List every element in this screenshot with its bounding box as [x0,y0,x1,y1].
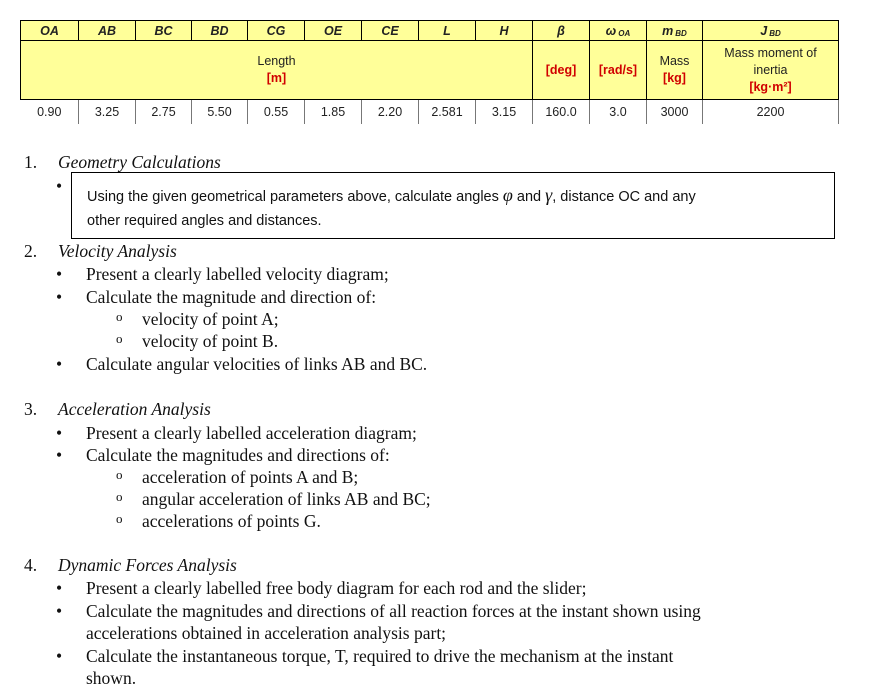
inertia-unit-cell: Mass moment of inertia [kg·m²] [703,41,839,100]
value-ce: 2.20 [362,100,419,125]
rate-unit-cell: [rad/s] [590,41,647,100]
value-oa: 0.90 [37,105,62,119]
header-mass: m BD [647,21,703,41]
units-row [21,41,839,100]
section-3-heading: 3. Acceleration Analysis [24,399,211,419]
header-l: L [419,21,476,41]
section-2-heading: 2. Velocity Analysis [24,241,177,261]
value-bc: 2.75 [136,100,192,125]
value-beta: 160.0 [533,100,590,125]
phi-symbol: φ [502,185,513,205]
value-bd: 5.50 [192,100,248,125]
box-line-2: other required angles and distances. [87,213,322,229]
header-bc: BC [136,21,192,41]
header-oa: OA [21,21,79,41]
geometry-task-box [71,172,835,239]
header-ce: CE [362,21,419,41]
section-4-heading: 4. Dynamic Forces Analysis [24,555,237,575]
header-beta: β [533,21,590,41]
value-h: 3.15 [476,100,533,125]
header-bd: BD [192,21,248,41]
value-mass: 3000 [647,100,703,125]
value-inertia: 2200 [703,100,839,125]
length-unit-cell: Length [m] [21,41,533,100]
value-oe: 1.85 [305,100,362,125]
header-omega: ω OA [590,21,647,41]
header-h: H [476,21,533,41]
value-l: 2.581 [419,100,476,125]
header-row [21,21,839,41]
value-ab: 3.25 [79,100,136,125]
values-row [21,100,839,125]
header-inertia: J BD [703,21,839,41]
mass-unit-cell: Mass [kg] [647,41,703,100]
value-cg: 0.55 [248,100,305,125]
section-1-heading: 1. Geometry Calculations [24,152,221,172]
parameters-table [20,20,839,124]
angle-unit-cell: [deg] [533,41,590,100]
gamma-symbol: γ [545,185,553,205]
box-line-1: Using the given geometrical parameters above, calculate angles φ and γ, distance OC and any [87,185,696,205]
header-oe: OE [305,21,362,41]
value-omega: 3.0 [590,100,647,125]
header-ab: AB [79,21,136,41]
header-cg: CG [248,21,305,41]
